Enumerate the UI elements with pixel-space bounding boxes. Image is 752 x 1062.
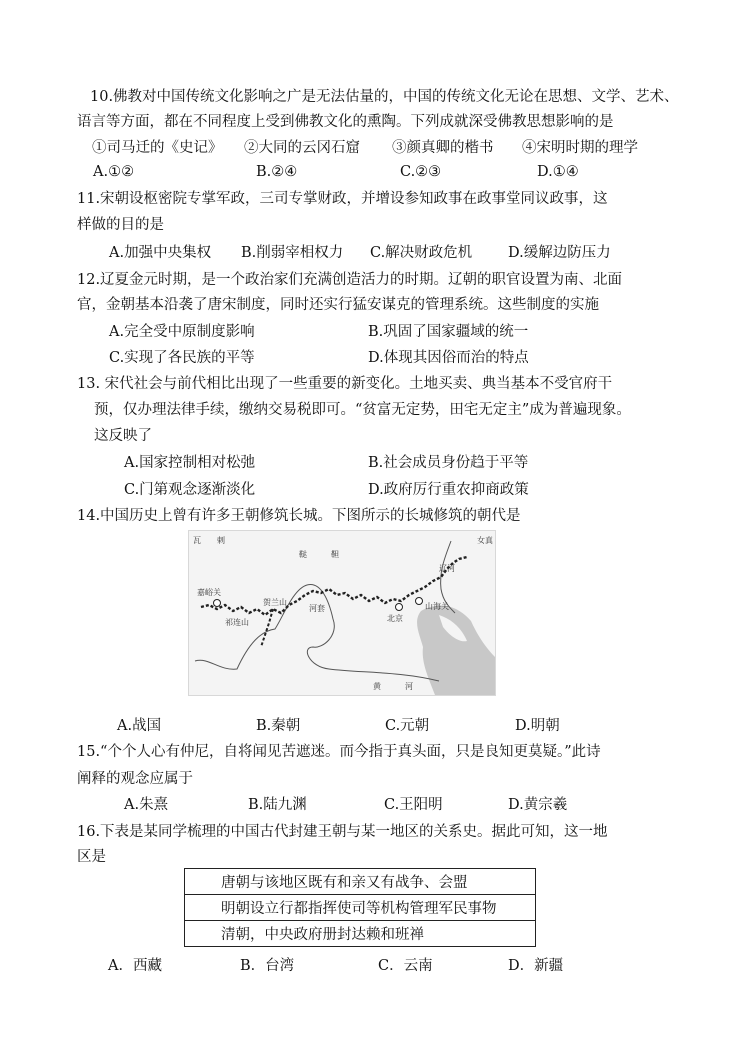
q10-item-2: ②大同的云冈石窟 (244, 140, 360, 156)
shanhaiguan-marker (416, 598, 423, 605)
map-label-shanhaiguan: 山海关 (425, 602, 449, 611)
q13-stem-line2: 预，仅办理法律手续，缴纳交易税即可。“贫富无定势，田宅无定主”成为普遍现象。 (94, 402, 631, 418)
q12-option-a: A.完全受中原制度影响 (109, 324, 255, 340)
q15-stem-line1: 15.“个个人心有仲尼，自将闻见苦遮迷。而今指于真头面，只是良知更莫疑。”此诗 (77, 744, 601, 760)
q12-option-c: C.实现了各民族的平等 (109, 350, 255, 366)
map-label-beijing: 北京 (387, 614, 403, 623)
map-label-wala: 瓦 剌 (193, 536, 225, 545)
q11-option-c: C.解决财政危机 (370, 245, 473, 261)
q16-stem-line2: 区是 (77, 849, 106, 865)
q15-option-c: C.王阳明 (384, 797, 443, 813)
q13-option-c: C.门第观念逐渐淡化 (124, 482, 256, 498)
sea-area (417, 606, 495, 695)
q14-option-a: A.战国 (117, 718, 162, 734)
q10-item-1: ①司马迁的《史记》 (92, 140, 223, 156)
q10-stem-line1: 10.佛教对中国传统文化影响之广是无法估量的，中国的传统文化无论在思想、文学、艺术、 (90, 89, 679, 105)
table-row (185, 921, 536, 947)
map-label-qilian: 祁连山 (225, 618, 249, 627)
relationship-table (184, 868, 536, 947)
q16-option-a: A．西藏 (108, 958, 162, 974)
q12-option-d: D.体现其因俗而治的特点 (368, 350, 529, 366)
table-cell: 唐朝与该地区既有和亲又有战争、会盟 (185, 869, 536, 895)
map-label-nvzhen: 女真 (477, 536, 493, 545)
q12-stem-line2: 官，金朝基本沿袭了唐宋制度，同时还实行猛安谋克的管理系统。这些制度的实施 (77, 297, 599, 313)
map-label-huanghe: 黄 河 (373, 682, 413, 691)
table-cell: 明朝设立行都指挥使司等机构管理军民事物 (185, 895, 536, 921)
beijing-marker (396, 604, 403, 611)
q12-option-b: B.巩固了国家疆域的统一 (368, 324, 529, 340)
map-label-dada: 鞑 靼 (299, 550, 339, 559)
q10-option-c: C.②③ (400, 164, 442, 180)
q16-option-d: D．新疆 (508, 958, 564, 974)
q10-stem-line2: 语言等方面，都在不同程度上受到佛教文化的熏陶。下列成就深受佛教思想影响的是 (77, 114, 614, 130)
q16-stem-line1: 16.下表是某同学梳理的中国古代封建王朝与某一地区的关系史。据此可知，这一地 (77, 824, 608, 840)
q15-option-b: B.陆九渊 (248, 797, 307, 813)
great-wall-map-svg (189, 531, 495, 695)
q13-option-d: D.政府厉行重农抑商政策 (368, 482, 529, 498)
map-label-liao: 辽河 (439, 564, 455, 573)
q11-option-a: A.加强中央集权 (109, 245, 212, 261)
table-row (185, 869, 536, 895)
q15-stem-line2: 阐释的观念应属于 (77, 771, 193, 787)
q13-option-a: A.国家控制相对松弛 (124, 455, 256, 471)
q12-stem-line1: 12.辽夏金元时期，是一个政治家们充满创造活力的时期。辽朝的职官设置为南、北面 (77, 272, 623, 288)
map-label-jiayuguan: 嘉峪关 (197, 588, 221, 597)
q10-item-3: ③颜真卿的楷书 (392, 140, 494, 156)
map-label-hetao: 河套 (309, 604, 325, 613)
q13-stem-line1: 13. 宋代社会与前代相比出现了一些重要的新变化。土地买卖、典当基本不受官府干 (77, 376, 613, 392)
q15-option-d: D.黄宗羲 (508, 797, 568, 813)
q14-stem-line1: 14.中国历史上曾有许多王朝修筑长城。下图所示的长城修筑的朝代是 (77, 508, 521, 524)
table-row (185, 895, 536, 921)
q15-option-a: A.朱熹 (124, 797, 169, 813)
q13-option-b: B.社会成员身份趋于平等 (368, 455, 529, 471)
q16-option-b: B．台湾 (240, 958, 295, 974)
q10-option-d: D.①④ (537, 164, 579, 180)
q13-stem-line3: 这反映了 (94, 428, 152, 444)
q11-stem-line1: 11.宋朝设枢密院专掌军政，三司专掌财政，并增设参知政事在政事堂同议政事，这 (77, 191, 608, 207)
q11-option-b: B.削弱宰相权力 (241, 245, 344, 261)
q10-option-b: B.②④ (256, 164, 298, 180)
q11-stem-line2: 样做的目的是 (77, 217, 164, 233)
q16-option-c: C．云南 (378, 958, 433, 974)
jiayuguan-marker (214, 600, 221, 607)
q10-option-a: A.①② (93, 164, 135, 180)
q14-option-b: B.秦朝 (256, 718, 301, 734)
table-cell: 清朝，中央政府册封达赖和班禅 (185, 921, 536, 947)
great-wall-map (188, 530, 496, 696)
q14-option-c: C.元朝 (385, 718, 430, 734)
q14-option-d: D.明朝 (515, 718, 560, 734)
q10-item-4: ④宋明时期的理学 (522, 140, 638, 156)
map-label-helan: 贺兰山 (263, 598, 287, 607)
q11-option-d: D.缓解边防压力 (508, 245, 611, 261)
